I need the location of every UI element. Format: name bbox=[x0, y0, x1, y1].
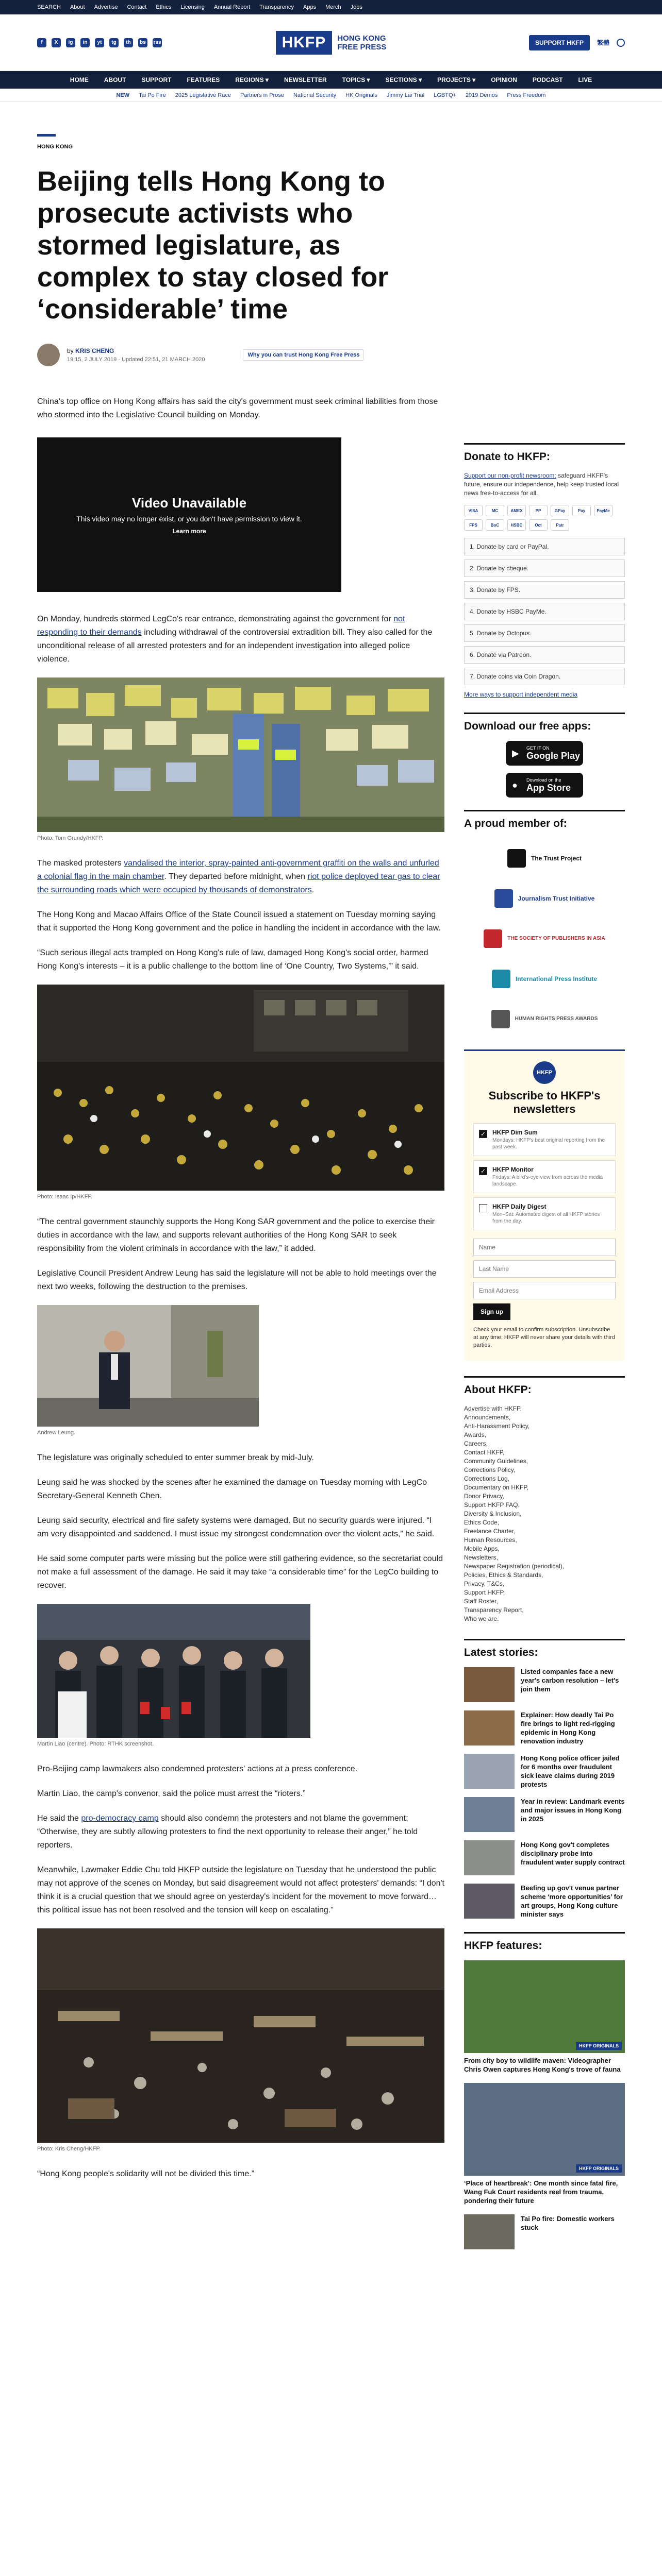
author-avatar bbox=[37, 344, 60, 366]
feature-story[interactable] bbox=[464, 1960, 625, 2074]
fps-icon: FPS bbox=[464, 519, 483, 531]
about-heading: About HKFP: bbox=[464, 1376, 625, 1396]
checkbox-unchecked[interactable] bbox=[479, 1204, 487, 1212]
member-logo[interactable] bbox=[464, 999, 625, 1039]
about-link[interactable]: Support HKFP, bbox=[464, 1589, 505, 1596]
member-name: THE SOCIETY OF PUBLISHERS IN ASIA bbox=[507, 936, 605, 941]
nav-item-home[interactable]: HOME bbox=[70, 76, 89, 83]
photo-caption: Photo: Kris Cheng/HKFP. bbox=[37, 2146, 101, 2152]
latest-heading: Latest stories: bbox=[464, 1639, 625, 1659]
donate-option[interactable]: 3. Donate by FPS. bbox=[464, 581, 625, 599]
paragraph: The Hong Kong and Macao Affairs Office of the State Council issued a statement on Tuesday morning saying that it supported the Hong Kong government and the police in handling the incident in accordance with the law. bbox=[37, 910, 441, 933]
bluesky-icon[interactable]: bs bbox=[138, 38, 147, 47]
paragraph bbox=[37, 613, 444, 666]
story-thumbnail bbox=[464, 1710, 515, 1745]
patreon-icon: Patr bbox=[551, 519, 569, 531]
feature-story[interactable] bbox=[464, 2083, 625, 2205]
utility-link[interactable]: Merch bbox=[325, 4, 341, 10]
member-name: Journalism Trust Initiative bbox=[518, 895, 595, 902]
payment-methods bbox=[464, 505, 625, 531]
about-link[interactable]: Ethics Code, bbox=[464, 1519, 500, 1526]
photo-art bbox=[37, 1928, 444, 2143]
donate-option[interactable]: 2. Donate by cheque. bbox=[464, 560, 625, 577]
newsletter-desc: Mon–Sat: Automated digest of all HKFP stories from the day. bbox=[492, 1212, 600, 1224]
feature-title: From city boy to wildlife maven: Videographer Chris Owen captures Hong Kong's trove of fauna bbox=[464, 2057, 621, 2073]
story-title: Tai Po fire: Domestic workers stuck bbox=[521, 2215, 615, 2231]
paragraph: Meanwhile, Lawmaker Eddie Chu told HKFP outside the legislature on Tuesday that he understood the public may not approve of the scenes on Monday, but said disagreement would not affect protesters' demands: “I don't think it is a crucial question that we should agree on yesterday's incident for the movement to move forward… this political issue has not been resolved and the tension will keep on escalating.” bbox=[37, 1866, 444, 1914]
photo-caption: Andrew Leung. bbox=[37, 1430, 75, 1436]
nav-item-opinion[interactable]: OPINION bbox=[491, 76, 517, 83]
nav-item-about[interactable]: ABOUT bbox=[104, 76, 126, 83]
paypal-icon: PP bbox=[529, 505, 548, 516]
checkbox-checked[interactable]: ✓ bbox=[479, 1130, 487, 1138]
utility-link[interactable]: Licensing bbox=[180, 4, 205, 10]
about-link[interactable]: Donor Privacy, bbox=[464, 1493, 504, 1500]
store-big: Google Play bbox=[526, 750, 581, 761]
member-logo[interactable] bbox=[464, 959, 625, 999]
trending-link[interactable]: 2025 Legislative Race bbox=[175, 92, 231, 98]
newsletter-name: HKFP Daily Digest bbox=[492, 1203, 547, 1210]
photo-art bbox=[37, 1604, 310, 1738]
utility-link[interactable]: About bbox=[70, 4, 85, 10]
photo-caption: Photo: Isaac Ip/HKFP. bbox=[37, 1194, 93, 1200]
author-link[interactable]: KRIS CHENG bbox=[75, 347, 114, 354]
story-title: Beefing up gov't venue partner scheme ‘more opportunities’ for art groups, Hong Kong culture minister says bbox=[521, 1884, 623, 1918]
article bbox=[37, 134, 444, 2192]
feature-tag: HKFP ORIGINALS bbox=[576, 2042, 622, 2050]
about-link[interactable]: Anti-Harassment Policy, bbox=[464, 1422, 530, 1430]
brand-header bbox=[0, 14, 662, 71]
about-link[interactable]: Staff Roster, bbox=[464, 1598, 498, 1605]
trending-link[interactable]: Tai Po Fire bbox=[139, 92, 166, 98]
about-link[interactable]: Documentary on HKFP, bbox=[464, 1484, 529, 1491]
amex-icon: AMEX bbox=[507, 505, 526, 516]
article-category[interactable]: HONG KONG bbox=[37, 144, 73, 150]
nav-item-features[interactable]: FEATURES bbox=[187, 76, 220, 83]
nav-item-support[interactable]: SUPPORT bbox=[141, 76, 172, 83]
trending-link[interactable]: Press Freedom bbox=[507, 92, 546, 98]
by-prefix: by bbox=[67, 347, 74, 354]
instagram-icon[interactable]: ig bbox=[66, 38, 75, 47]
last-name-field[interactable] bbox=[473, 1260, 616, 1278]
newsletter-logo: HKFP bbox=[533, 1061, 556, 1084]
hsbc-icon: HSBC bbox=[507, 519, 526, 531]
nav-item-sections[interactable]: SECTIONS ▾ bbox=[385, 76, 422, 83]
about-link[interactable]: Announcements, bbox=[464, 1414, 511, 1421]
nav-item-topics[interactable]: TOPICS ▾ bbox=[342, 76, 370, 83]
about-link[interactable]: Newspaper Registration (periodical), bbox=[464, 1563, 565, 1570]
newsletter-desc: Fridays: A bird's-eye view from across the media landscape. bbox=[492, 1175, 603, 1187]
youtube-icon[interactable]: yt bbox=[95, 38, 104, 47]
story-title: Hong Kong police officer jailed for 6 months over fraudulent sick leave claims during 2019 protests bbox=[521, 1754, 620, 1788]
nav-item-projects[interactable]: PROJECTS ▾ bbox=[437, 76, 476, 83]
octopus-icon: Oct bbox=[529, 519, 548, 531]
text: safeguard HKFP's future, ensure our independence, help keep trusted local news free-to-access for all. bbox=[464, 472, 619, 497]
nav-item-podcast[interactable]: PODCAST bbox=[532, 76, 563, 83]
latest-story[interactable] bbox=[464, 1884, 625, 1919]
google-play-button[interactable] bbox=[506, 741, 583, 766]
about-link[interactable]: Community Guidelines, bbox=[464, 1458, 528, 1465]
about-link[interactable]: Corrections Log, bbox=[464, 1475, 510, 1482]
paragraph bbox=[37, 1812, 444, 1852]
about-link[interactable]: Awards, bbox=[464, 1431, 487, 1438]
about-link[interactable]: Corrections Policy, bbox=[464, 1466, 516, 1473]
photo-andrew-leung bbox=[37, 1305, 259, 1427]
app-store-button[interactable] bbox=[506, 773, 583, 798]
trust-project-icon bbox=[507, 849, 526, 868]
mastercard-icon: MC bbox=[486, 505, 504, 516]
telegram-icon[interactable]: tg bbox=[109, 38, 119, 47]
store-small: GET IT ON bbox=[526, 745, 550, 751]
utility-link[interactable]: Transparency bbox=[259, 4, 294, 10]
utility-link[interactable]: Jobs bbox=[350, 4, 362, 10]
main-nav bbox=[0, 71, 662, 89]
paragraph: Leung said he was shocked by the scenes after he examined the damage on Tuesday morning with LegCo Secretary-General Kenneth Chen. bbox=[37, 1478, 427, 1500]
more-ways bbox=[464, 690, 625, 699]
story-title: Listed companies face a new year's carbon resolution – let's join them bbox=[521, 1668, 619, 1693]
utility-link-search[interactable]: SEARCH bbox=[37, 4, 61, 10]
about-link[interactable]: Transparency Report, bbox=[464, 1606, 524, 1614]
language-switch[interactable]: 繁體 bbox=[597, 39, 609, 46]
text: He said the bbox=[37, 1814, 81, 1823]
apps-heading: Download our free apps: bbox=[464, 713, 625, 733]
paragraph: Pro-Beijing camp lawmakers also condemned protesters' actions at a press conference. bbox=[37, 1765, 358, 1773]
more-ways-link[interactable]: More ways to support independent media bbox=[464, 691, 578, 698]
trending-link[interactable]: Jimmy Lai Trial bbox=[386, 92, 425, 98]
bank-icon: BoC bbox=[486, 519, 504, 531]
about-link[interactable]: Careers, bbox=[464, 1440, 488, 1447]
story-title: Explainer: How deadly Tai Po fire brings to light red-rigging epidemic in Hong Kong renovation industry bbox=[521, 1711, 615, 1745]
story-title: Year in review: Landmark events and major issues in Hong Kong in 2025 bbox=[521, 1798, 625, 1823]
header-actions bbox=[455, 35, 625, 50]
story-thumbnail bbox=[464, 1667, 515, 1702]
paragraph: China's top office on Hong Kong affairs has said the city's government must seek criminal liabilities from those who stormed into the Legislative Council building on Monday. bbox=[37, 397, 438, 419]
utility-link[interactable]: Apps bbox=[303, 4, 317, 10]
sopa-icon bbox=[484, 929, 502, 948]
logo-mark: HKFP bbox=[276, 31, 333, 55]
member-name: International Press Institute bbox=[515, 975, 598, 982]
newsletter-box bbox=[464, 1049, 625, 1361]
trending-link[interactable]: LGBTQ+ bbox=[434, 92, 456, 98]
donate-option[interactable]: 7. Donate coins via Coin Dragon. bbox=[464, 668, 625, 685]
photo-press-conference bbox=[37, 1604, 310, 1738]
paragraph: The legislature was originally scheduled to enter summer break by mid-July. bbox=[37, 1453, 314, 1462]
hrpa-icon bbox=[491, 1010, 510, 1028]
newsletter-option[interactable] bbox=[473, 1160, 616, 1193]
features-heading: HKFP features: bbox=[464, 1932, 625, 1952]
logo-line: FREE PRESS bbox=[337, 42, 387, 52]
about-link[interactable]: Privacy, T&Cs, bbox=[464, 1580, 505, 1587]
threads-icon[interactable]: th bbox=[124, 38, 133, 47]
text: The masked protesters bbox=[37, 859, 124, 868]
donate-option[interactable]: 6. Donate via Patreon. bbox=[464, 646, 625, 664]
story-thumbnail bbox=[464, 1840, 515, 1875]
latest-story[interactable] bbox=[464, 1667, 625, 1702]
newsletter-title: Subscribe to HKFP's newsletters bbox=[488, 1089, 601, 1115]
utility-link[interactable]: Annual Report bbox=[213, 4, 251, 10]
store-small: Download on the bbox=[526, 777, 561, 783]
logo-wordmark bbox=[337, 34, 386, 52]
about-link[interactable]: Who we are. bbox=[464, 1615, 499, 1622]
video-learn-more[interactable]: Learn more bbox=[172, 527, 206, 535]
article-title: Beijing tells Hong Kong to prosecute activists who stormed legislature, as complex to stay closed for ‘considerable’ time bbox=[37, 166, 389, 325]
nav-item-newsletter[interactable]: NEWSLETTER bbox=[284, 76, 327, 83]
support-button[interactable]: SUPPORT HKFP bbox=[529, 35, 590, 50]
donate-option[interactable]: 1. Donate by card or PayPal. bbox=[464, 538, 625, 555]
newsletter-desc: Mondays: HKFP's best original reporting from the past week. bbox=[492, 1138, 605, 1150]
feature-story-compact[interactable] bbox=[464, 2214, 625, 2249]
member-heading: A proud member of: bbox=[464, 810, 625, 830]
linkedin-icon[interactable]: in bbox=[80, 38, 90, 47]
about-link[interactable]: Contact HKFP, bbox=[464, 1449, 505, 1456]
author-line bbox=[67, 347, 205, 354]
byline bbox=[37, 344, 444, 366]
store-big: App Store bbox=[526, 782, 571, 793]
utility-link[interactable]: Ethics bbox=[156, 4, 172, 10]
text: . bbox=[311, 886, 315, 894]
feature-title: ‘Place of heartbreak’: One month since fatal fire, Wang Fuk Court residents reel from trauma, pondering their future bbox=[464, 2179, 618, 2205]
utility-bar bbox=[0, 0, 662, 14]
utility-link[interactable]: Contact bbox=[127, 4, 147, 10]
feature-image bbox=[464, 1960, 625, 2053]
photo-art bbox=[37, 985, 444, 1191]
inline-link[interactable]: riot police deployed tear gas to clear the surrounding roads which were occupied by thousands of demonstrators bbox=[37, 872, 440, 894]
applepay-icon: Pay bbox=[572, 505, 591, 516]
googlepay-icon: GPay bbox=[551, 505, 569, 516]
rss-icon[interactable]: rss bbox=[153, 38, 162, 47]
text: On Monday, hundreds stormed LegCo's rear entrance, demonstrating against the government for bbox=[37, 615, 394, 623]
member-logo[interactable] bbox=[464, 919, 625, 959]
newsletter-note: Check your email to confirm subscription. Unsubscribe at any time. HKFP will never share your details with third parties. bbox=[473, 1327, 615, 1348]
member-logo[interactable] bbox=[464, 878, 625, 919]
about-link[interactable]: Diversity & Inclusion, bbox=[464, 1510, 522, 1517]
play-icon: ▶ bbox=[512, 748, 519, 758]
about-link[interactable]: Newsletters, bbox=[464, 1554, 499, 1561]
about-link[interactable]: Advertise with HKFP, bbox=[464, 1405, 522, 1412]
newsletter-option[interactable] bbox=[473, 1197, 616, 1230]
email-field[interactable] bbox=[473, 1282, 616, 1299]
text: should also condemn the protesters and not blame the government: “Otherwise, they are subtly allowing protesters to find the next opportunity to release their anger,” he told reporters. bbox=[37, 1814, 418, 1850]
about-link[interactable]: Support HKFP FAQ, bbox=[464, 1501, 520, 1509]
donate-text bbox=[464, 471, 625, 498]
facebook-icon[interactable]: f bbox=[37, 38, 46, 47]
about-link[interactable]: Policies, Ethics & Standards, bbox=[464, 1571, 543, 1579]
video-title: Video Unavailable bbox=[131, 495, 247, 511]
latest-story[interactable] bbox=[464, 1754, 625, 1789]
photo-legco-interior bbox=[37, 1928, 444, 2143]
donate-heading: Donate to HKFP: bbox=[464, 443, 625, 463]
photo-art bbox=[37, 677, 444, 832]
trending-bar bbox=[0, 89, 662, 102]
search-icon[interactable] bbox=[617, 39, 625, 47]
site-logo[interactable] bbox=[276, 31, 387, 55]
inline-link[interactable]: pro-democracy camp bbox=[81, 1814, 159, 1823]
text: . They departed before midnight, when bbox=[164, 872, 308, 881]
about-link[interactable]: Mobile Apps, bbox=[464, 1545, 500, 1552]
photo-caption: Martin Liao (centre). Photo: RTHK screenshot. bbox=[37, 1741, 154, 1747]
latest-story[interactable] bbox=[464, 1797, 625, 1832]
latest-story[interactable] bbox=[464, 1710, 625, 1745]
about-link[interactable]: Freelance Charter, bbox=[464, 1528, 516, 1535]
photo-caption: Photo: Tom Grundy/HKFP. bbox=[37, 835, 104, 841]
feature-image bbox=[464, 2083, 625, 2176]
paragraph: “Such serious illegal acts trampled on Hong Kong's rule of law, damaged Hong Kong's social order, harmed Hong Kong's interests – it is a public challenge to the bottom line of ‘One Country, Two Systems,’” it said. bbox=[37, 948, 428, 971]
x-icon[interactable]: X bbox=[52, 38, 61, 47]
newsletter-name: HKFP Monitor bbox=[492, 1166, 534, 1173]
trending-link[interactable]: National Security bbox=[293, 92, 337, 98]
video-message: This video may no longer exist, or you don't have permission to view it. bbox=[76, 514, 302, 523]
donate-option[interactable]: 4. Donate by HSBC PayMe. bbox=[464, 603, 625, 620]
about-link[interactable]: Human Resources, bbox=[464, 1536, 517, 1544]
logo-line: HONG KONG bbox=[337, 33, 386, 43]
paragraph: He said some computer parts were missing but the police were still gathering evidence, so the secretariat could not make a full assessment of the damage. He said it may take “a considerable time” for the LegCo building to recover. bbox=[37, 1554, 443, 1590]
nav-item-live[interactable]: LIVE bbox=[578, 76, 592, 83]
nav-item-regions[interactable]: REGIONS ▾ bbox=[235, 76, 269, 83]
name-field[interactable] bbox=[473, 1239, 616, 1256]
trending-link[interactable]: Partners in Prose bbox=[240, 92, 284, 98]
video-embed[interactable] bbox=[37, 437, 341, 592]
member-logo[interactable] bbox=[464, 838, 625, 878]
donate-option[interactable]: 5. Donate by Octopus. bbox=[464, 624, 625, 642]
article-date: 19:15, 2 JULY 2019 · Updated 22:51, 21 MARCH 2020 bbox=[67, 357, 205, 363]
trust-link[interactable]: Why you can trust Hong Kong Free Press bbox=[243, 349, 364, 361]
story-thumbnail bbox=[464, 1884, 515, 1919]
paragraph bbox=[37, 857, 444, 897]
latest-story[interactable] bbox=[464, 1840, 625, 1875]
visa-icon: VISA bbox=[464, 505, 483, 516]
payme-icon: PayMe bbox=[594, 505, 613, 516]
apple-icon: ● bbox=[512, 780, 518, 790]
trending-label: NEW bbox=[116, 92, 130, 98]
paragraph: Legislative Council President Andrew Leung has said the legislature will not be able to hold meetings over the next two weeks, following the destruction to the premises. bbox=[37, 1269, 437, 1291]
paragraph: Leung said security, electrical and fire safety systems were damaged. But no security guards were injured. “I am very disappointed and saddened. I must issue my strongest condemnation over the violent acts,” he said. bbox=[37, 1516, 435, 1538]
trending-link[interactable]: 2019 Demos bbox=[465, 92, 498, 98]
jti-icon bbox=[494, 889, 513, 908]
story-title: Hong Kong gov't completes disciplinary probe into fraudulent water supply contract bbox=[521, 1841, 625, 1866]
newsletter-option[interactable] bbox=[473, 1123, 616, 1156]
sidebar bbox=[464, 443, 625, 2258]
trending-link[interactable]: HK Originals bbox=[345, 92, 377, 98]
ipi-icon bbox=[492, 970, 510, 988]
inline-link[interactable]: vandalised the interior, spray-painted anti-government graffiti on the walls and unfurled a colonial flag in the main chamber bbox=[37, 859, 439, 881]
utility-link[interactable]: Advertise bbox=[94, 4, 118, 10]
inline-link[interactable]: not responding to their demands bbox=[37, 615, 405, 637]
member-name: HUMAN RIGHTS PRESS AWARDS bbox=[515, 1016, 598, 1022]
donate-link[interactable]: Support our non-profit newsroom: bbox=[464, 472, 556, 479]
photo-art bbox=[37, 1305, 259, 1427]
photo-crowd-night bbox=[37, 985, 444, 1191]
story-thumbnail bbox=[464, 2214, 515, 2249]
paragraph: Martin Liao, the camp's convenor, said the police must arrest the “rioters.” bbox=[37, 1789, 306, 1798]
newsletter-name: HKFP Dim Sum bbox=[492, 1129, 538, 1136]
kicker-bar bbox=[37, 134, 56, 137]
feature-tag: HKFP ORIGINALS bbox=[576, 2164, 622, 2173]
photo-protesters-wall bbox=[37, 677, 444, 832]
paragraph: “The central government staunchly supports the Hong Kong SAR government and the police to exercise their duties in accordance with the law, and supports relevant authorities of the Hong Kong SAR to seek responsibility from the violent criminals in accordance with the law,” it added. bbox=[37, 1217, 435, 1253]
story-thumbnail bbox=[464, 1797, 515, 1832]
paragraph: “Hong Kong people's solidarity will not be divided this time.” bbox=[37, 2170, 255, 2178]
social-links bbox=[37, 38, 207, 47]
member-name: The Trust Project bbox=[531, 855, 582, 862]
text: including withdrawal of the controversial extradition bill. They also called for the unconditional release of all arrested protesters and for an independent investigation into alleged police violence. bbox=[37, 628, 433, 664]
about-links bbox=[464, 1404, 625, 1623]
checkbox-checked[interactable]: ✓ bbox=[479, 1167, 487, 1175]
story-thumbnail bbox=[464, 1754, 515, 1789]
signup-button[interactable]: Sign up bbox=[473, 1303, 510, 1320]
